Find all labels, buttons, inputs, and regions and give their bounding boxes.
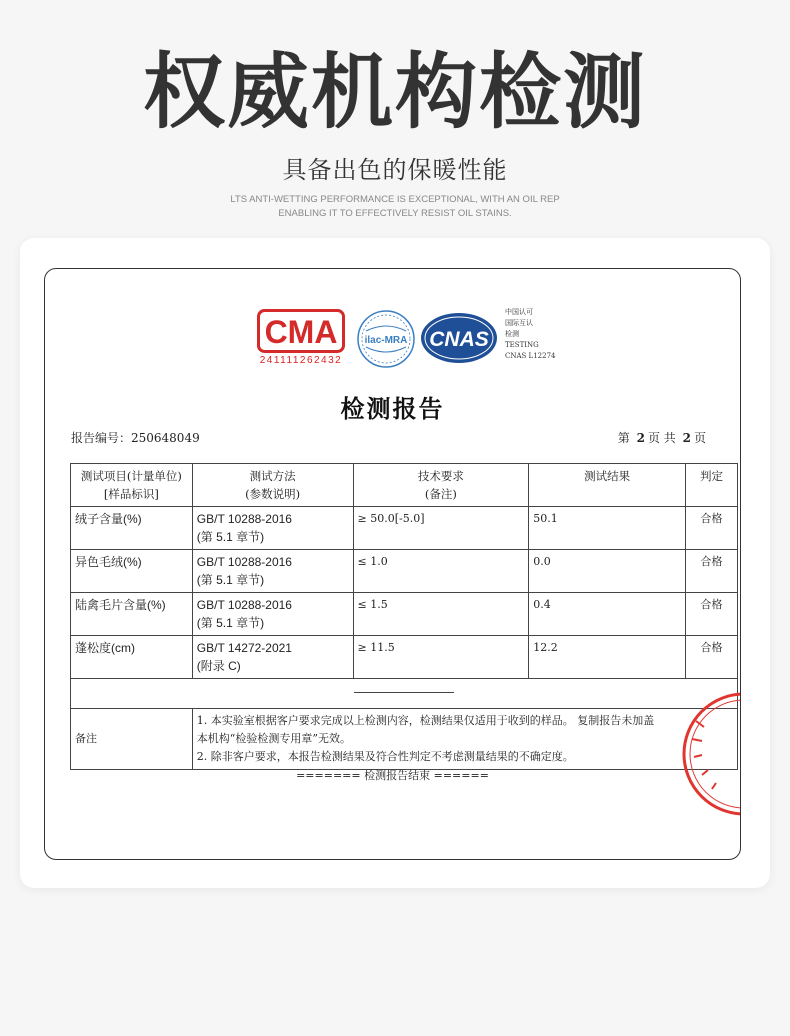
method-note: (第 5.1 章节) <box>196 616 265 630</box>
header-cell <box>192 464 353 507</box>
report-end-marker: ======= 检测报告结束 ====== <box>296 769 489 782</box>
verdict-cell: 合格 <box>686 507 738 550</box>
method-note: (附录 C) <box>196 659 241 673</box>
header-cell <box>686 464 738 507</box>
report-number: 报告编号：250648049 <box>71 431 200 445</box>
item-cell: 异色毛绒(%) <box>71 550 193 593</box>
method-cell <box>192 507 353 550</box>
header-line: (参数说明) <box>245 487 301 501</box>
remark-line: 1. 本实验室根据客户要求完成以上检测内容，检测结果仅适用于收到的样品。 复制报告未加盖 <box>196 714 655 727</box>
method-code: GB/T 10288-2016 <box>196 555 292 569</box>
page-subheadline: 具备出色的保暖性能 <box>282 156 508 184</box>
method-note: (第 5.1 章节) <box>196 530 265 544</box>
ilac-mra-logo-icon <box>355 309 417 369</box>
accreditation-logos <box>255 307 565 371</box>
svg-text:CMA: CMA <box>264 314 338 350</box>
blank-row <box>71 679 738 709</box>
svg-text:CNAS: CNAS <box>429 328 489 351</box>
item-cell: 陆禽毛片含量(%) <box>71 593 193 636</box>
remarks-row <box>71 709 738 770</box>
cma-logo <box>255 307 347 371</box>
results-table <box>70 463 738 770</box>
english-caption-line-2: ENABLING IT TO EFFECTIVELY RESIST OIL STAINS. <box>278 208 512 219</box>
cnas-caption-line: 中国认可 <box>505 308 533 316</box>
svg-text:ilac-MRA: ilac-MRA <box>364 335 408 346</box>
remark-text <box>192 709 737 770</box>
remark-line: 本机构“检验检测专用章”无效。 <box>196 732 352 745</box>
header-cell <box>353 464 529 507</box>
header-line: 测试项目(计量单位) <box>80 469 182 483</box>
header-cell <box>529 464 686 507</box>
cnas-caption-line: TESTING <box>505 341 539 349</box>
blank-cell <box>71 679 738 709</box>
verdict-cell: 合格 <box>686 593 738 636</box>
requirement-cell: ≤ 1.5 <box>353 593 529 636</box>
verdict-cell: 合格 <box>686 550 738 593</box>
remark-label: 备注 <box>71 709 193 770</box>
table-header-row <box>71 464 738 507</box>
table-row <box>71 507 738 550</box>
cnas-caption <box>505 307 555 362</box>
method-code: GB/T 14272-2021 <box>196 641 292 655</box>
cma-mark-icon <box>257 309 345 353</box>
report-card <box>20 238 770 888</box>
result-cell: 0.4 <box>529 593 686 636</box>
header-cell <box>71 464 193 507</box>
table-row <box>71 550 738 593</box>
method-cell <box>192 636 353 679</box>
method-code: GB/T 10288-2016 <box>196 512 292 526</box>
requirement-cell: ≥ 11.5 <box>353 636 529 679</box>
method-code: GB/T 10288-2016 <box>196 598 292 612</box>
header-line: 测试结果 <box>584 469 631 483</box>
table-row <box>71 636 738 679</box>
verdict-cell: 合格 <box>686 636 738 679</box>
method-note: (第 5.1 章节) <box>196 573 265 587</box>
page-headline: 权威机构检测 <box>142 45 647 140</box>
page-current: 2 <box>636 431 645 445</box>
header-line: (备注) <box>424 487 457 501</box>
cnas-caption-line: 检测 <box>505 330 519 338</box>
page-indicator <box>618 429 706 446</box>
method-cell <box>192 593 353 636</box>
english-caption-line-1: LTS ANTI-WETTING PERFORMANCE IS EXCEPTIONAL, WITH AN OIL REP <box>230 194 560 205</box>
result-cell: 0.0 <box>529 550 686 593</box>
table-row <box>71 593 738 636</box>
english-caption <box>0 193 790 221</box>
remark-line: 2. 除非客户要求，本报告检测结果及符合性判定不考虑测量结果的不确定度。 <box>196 750 574 763</box>
cnas-caption-line: CNAS L12274 <box>505 352 556 360</box>
page-suffix: 页 <box>693 431 706 445</box>
item-cell: 绒子含量(%) <box>71 507 193 550</box>
header-line: 技术要求 <box>417 469 464 483</box>
page-total: 2 <box>682 431 691 445</box>
header-line: 测试方法 <box>249 469 296 483</box>
official-seal-icon <box>664 689 741 819</box>
requirement-cell: ≤ 1.0 <box>353 550 529 593</box>
cnas-logo-icon <box>419 311 499 365</box>
test-report-document <box>44 268 741 860</box>
method-cell <box>192 550 353 593</box>
requirement-cell: ≥ 50.0[-5.0] <box>353 507 529 550</box>
divider <box>354 692 454 693</box>
header-line: 判定 <box>700 469 724 483</box>
page-middle: 页 共 <box>647 431 676 445</box>
header-line: [样品标识] <box>103 487 159 501</box>
cnas-caption-line: 国际互认 <box>505 319 533 327</box>
result-cell: 50.1 <box>529 507 686 550</box>
report-title: 检测报告 <box>340 394 445 423</box>
result-cell: 12.2 <box>529 636 686 679</box>
page-prefix: 第 <box>617 431 630 445</box>
item-cell: 蓬松度(cm) <box>71 636 193 679</box>
cma-number: 241111262432 <box>259 355 343 366</box>
